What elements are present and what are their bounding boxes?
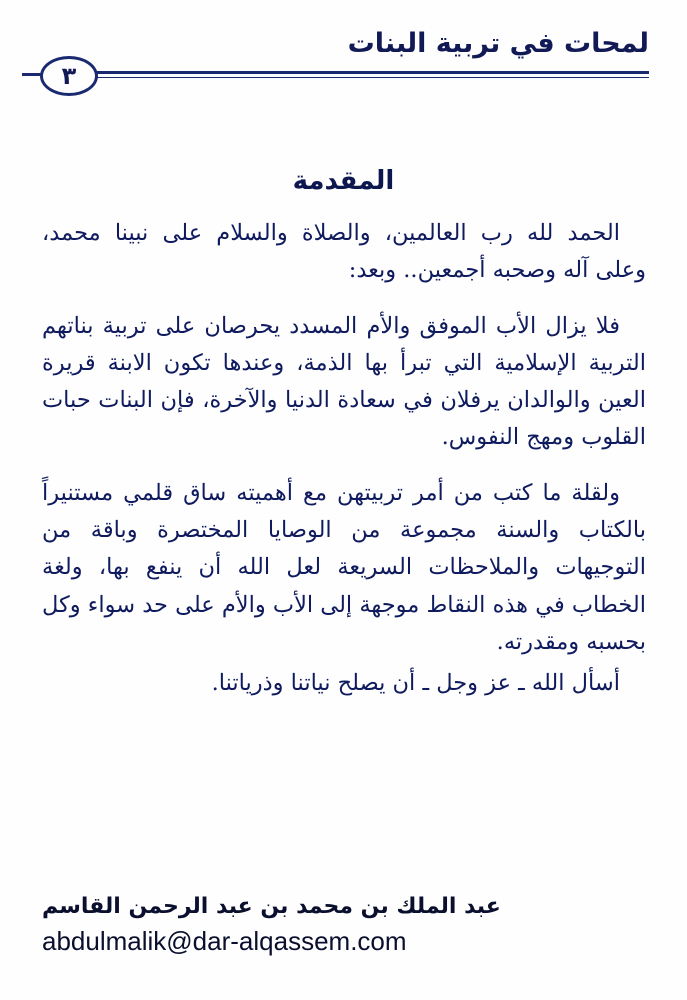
page-number-badge	[40, 56, 98, 96]
page-number: ٣	[61, 62, 77, 90]
paragraph-opening: الحمد لله رب العالمين، والصلاة والسلام على نبينا محمد، وعلى آله وصحبه أجمعين.. وبعد:	[42, 220, 646, 284]
paragraph-purpose: ولقلة ما كتب من أمر تربيتهن مع أهميته ساق قلمي مستنيراً بالكتاب والسنة مجموعة من الوصايا المختصرة وباقة من التوجيهات والملاحظات السريعة لعل الله أن ينفع بها، ولغة الخطاب في هذه النقاط موجهة إلى الأب والأم على حد سواء وكل بحسبه ومقدرته.	[41, 479, 646, 655]
running-title: لمحات في تربية البنات	[347, 28, 649, 59]
header-rule	[95, 71, 649, 78]
body-text	[42, 215, 646, 703]
section-heading: المقدمة	[292, 166, 395, 196]
author-name: عبد الملك بن محمد بن عبد الرحمن القاسم	[42, 894, 501, 919]
paragraph-supplication: أسأل الله ـ عز وجل ـ أن يصلح نياتنا وذرياتنا.	[211, 670, 620, 697]
paragraph-upbringing: فلا يزال الأب الموفق والأم المسدد يحرصان على تربية بناتهم التربية الإسلامية التي تبرأ بها الذمة، وعندها تكون الابنة قريرة العين والوالدان يرفلان في سعادة الدنيا والآخرة، فإن البنات حبات القلوب ومهج النفوس.	[42, 312, 646, 451]
author-email: abdulmalik@dar-alqassem.com	[42, 926, 407, 956]
header-rule-tail	[22, 73, 42, 76]
